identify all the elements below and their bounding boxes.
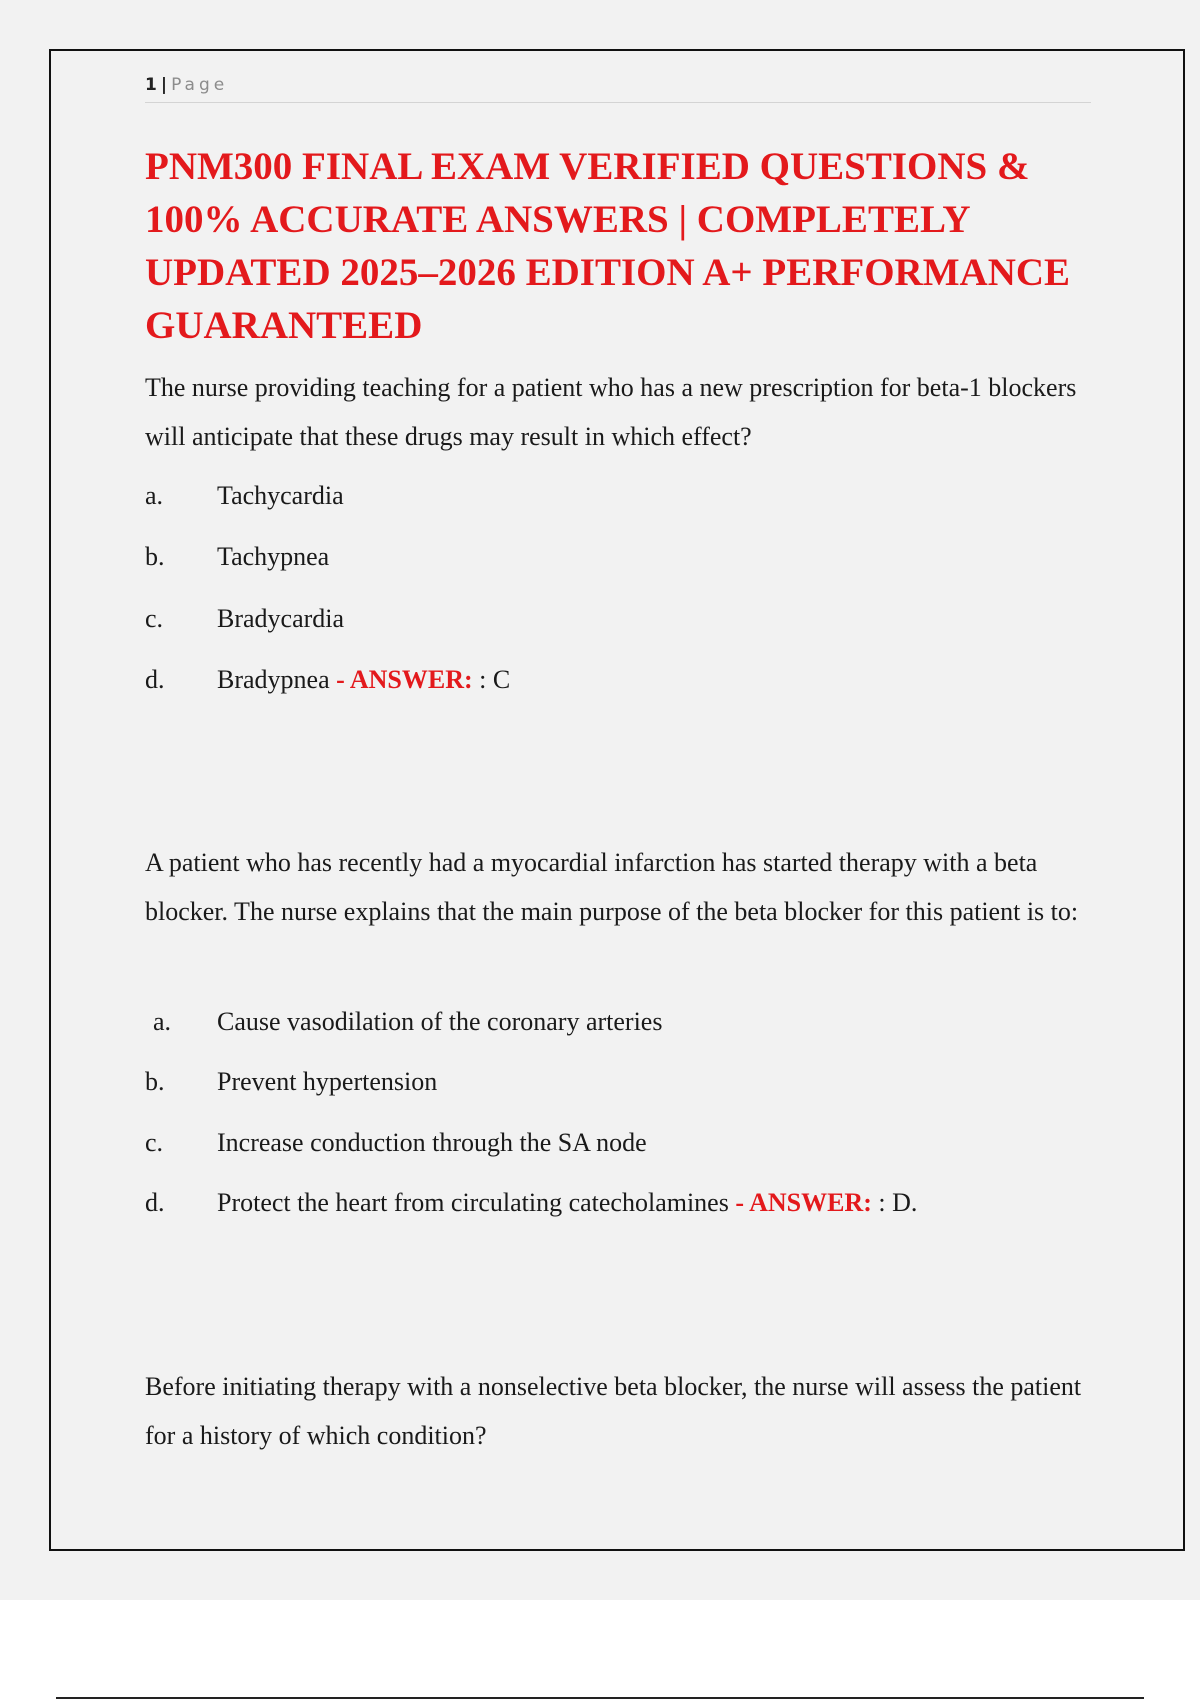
question-2-option-a <box>145 1004 1105 1040</box>
document-title: PNM300 FINAL EXAM VERIFIED QUESTIONS & 100% ACCURATE ANSWERS | COMPLETELY UPDATED 2025–2026 EDITION A+ PERFORMANCE GUARANTEED <box>145 145 1071 347</box>
answer-label: - ANSWER: <box>336 665 473 694</box>
question-1-option-d <box>145 662 1105 698</box>
option-letter: b. <box>145 542 165 571</box>
option-letter: a. <box>153 1007 172 1036</box>
option-letter: d. <box>145 1188 165 1217</box>
option-letter: d. <box>145 665 165 694</box>
option-letter: c. <box>145 1128 164 1157</box>
answer-value: : D. <box>878 1188 918 1217</box>
option-text: Increase conduction through the SA node <box>217 1128 647 1157</box>
question-3-text: Before initiating therapy with a nonselective beta blocker, the nurse will assess the patient for a history of which condition? <box>145 1372 1082 1450</box>
answer-label: - ANSWER: <box>735 1188 872 1217</box>
page-separator: | <box>160 75 168 95</box>
page-number: 1 <box>145 75 157 95</box>
question-2-option-d <box>145 1185 1105 1221</box>
option-text: Protect the heart from circulating catecholamines <box>217 1188 729 1217</box>
option-text: Prevent hypertension <box>217 1067 438 1096</box>
footer-rule <box>56 1697 1144 1699</box>
option-text: Cause vasodilation of the coronary arteries <box>217 1007 663 1036</box>
question-2-option-c <box>145 1125 1105 1161</box>
option-text: Tachypnea <box>217 542 330 571</box>
question-1-option-c <box>145 601 1105 637</box>
option-text: Tachycardia <box>217 481 344 510</box>
question-1-text: The nurse providing teaching for a patient who has a new prescription for beta-1 blockers will anticipate that these drugs may result in which effect? <box>145 373 1077 451</box>
option-letter: c. <box>145 604 164 633</box>
question-1-option-a <box>145 478 1105 514</box>
page-header <box>145 72 1091 103</box>
page-label: Page <box>171 75 229 95</box>
question-2-option-b <box>145 1064 1105 1100</box>
answer-value: : C <box>479 665 511 694</box>
option-text: Bradypnea <box>217 665 330 694</box>
question-2-text: A patient who has recently had a myocardial infarction has started therapy with a beta blocker. The nurse explains that the main purpose of the beta blocker for this patient is to: <box>145 848 1079 926</box>
option-text: Bradycardia <box>217 604 345 633</box>
option-letter: b. <box>145 1067 165 1096</box>
option-letter: a. <box>145 481 164 510</box>
question-1-option-b <box>145 539 1105 575</box>
